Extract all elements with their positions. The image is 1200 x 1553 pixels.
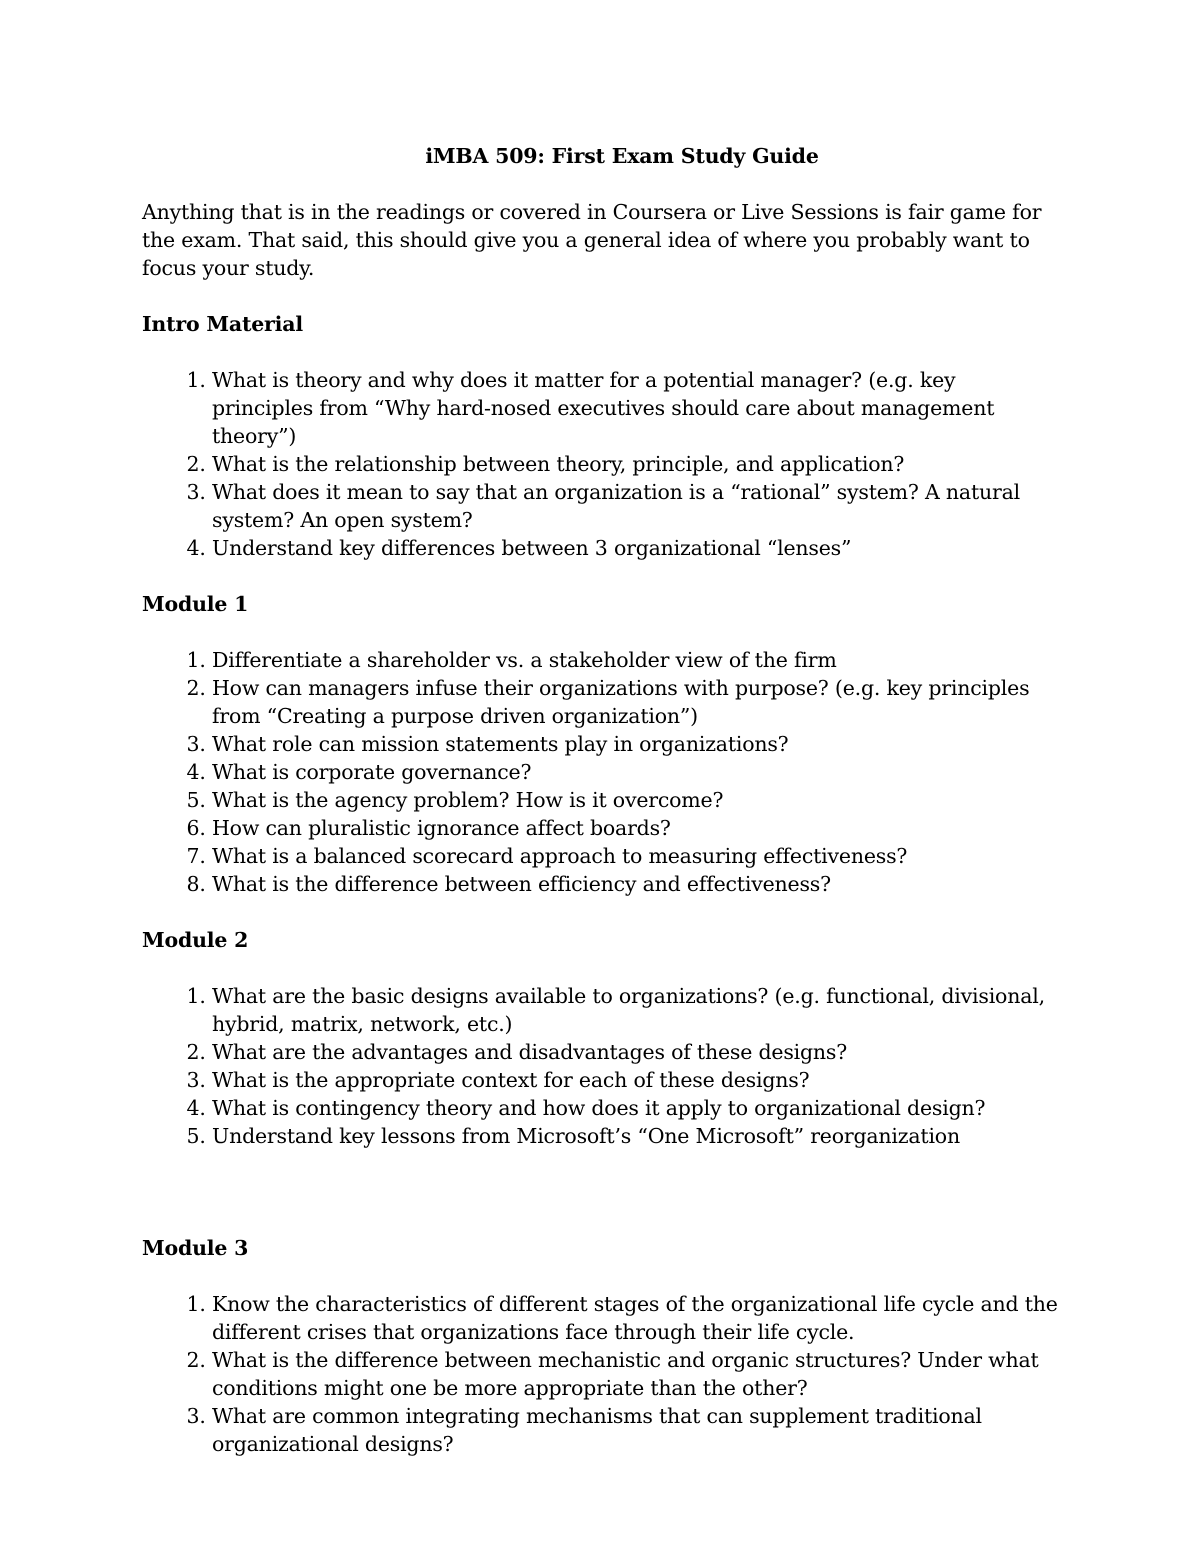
section-heading: Module 3 [142,1236,249,1260]
list-item: 4. What is corporate governance? [212,758,1062,786]
list-item: 1. Know the characteristics of different stages of the organizational life cycle and the different crises that organizations face through their life cycle. [212,1290,1062,1346]
list-item: 5. Understand key lessons from Microsoft’s “One Microsoft” reorganization [212,1122,1062,1150]
section-heading: Module 2 [142,928,249,952]
list-item: 6. How can pluralistic ignorance affect boards? [212,814,1062,842]
list-item: 8. What is the difference between efficiency and effectiveness? [212,870,1062,898]
section-module-2 [142,926,1062,1150]
list-item: 2. What is the relationship between theory, principle, and application? [212,450,1062,478]
list-item: 2. How can managers infuse their organizations with purpose? (e.g. key principles from “Creating a purpose driven organization”) [212,674,1062,730]
list-item: 2. What are the advantages and disadvantages of these designs? [212,1038,1062,1066]
document-title: iMBA 509: First Exam Study Guide [425,144,819,168]
question-list [142,1290,1062,1458]
question-list [142,646,1062,898]
blank-space [142,1178,1062,1234]
list-item: 5. What is the agency problem? How is it overcome? [212,786,1062,814]
section-intro-material [142,310,1062,562]
list-item: 1. What is theory and why does it matter for a potential manager? (e.g. key principles from “Why hard-nosed executives should care about management theory”) [212,366,1062,450]
list-item: 2. What is the difference between mechanistic and organic structures? Under what conditions might one be more appropriate than the other? [212,1346,1062,1402]
intro-paragraph: Anything that is in the readings or covered in Coursera or Live Sessions is fair game for the exam. That said, this should give you a general idea of where you probably want to focus your study. [142,200,1042,280]
section-module-3 [142,1234,1062,1458]
question-list [142,366,1062,562]
list-item: 1. What are the basic designs available to organizations? (e.g. functional, divisional, hybrid, matrix, network, etc.) [212,982,1062,1038]
list-item: 4. What is contingency theory and how does it apply to organizational design? [212,1094,1062,1122]
document-page [142,142,1062,1486]
list-item: 3. What are common integrating mechanisms that can supplement traditional organizational designs? [212,1402,1062,1458]
list-item: 3. What does it mean to say that an organization is a “rational” system? A natural system? An open system? [212,478,1062,534]
list-item: 1. Differentiate a shareholder vs. a stakeholder view of the firm [212,646,1062,674]
section-heading: Module 1 [142,592,249,616]
question-list [142,982,1062,1150]
list-item: 4. Understand key differences between 3 organizational “lenses” [212,534,1062,562]
list-item: 3. What role can mission statements play in organizations? [212,730,1062,758]
list-item: 3. What is the appropriate context for each of these designs? [212,1066,1062,1094]
section-module-1 [142,590,1062,898]
list-item: 7. What is a balanced scorecard approach to measuring effectiveness? [212,842,1062,870]
section-heading: Intro Material [142,312,303,336]
